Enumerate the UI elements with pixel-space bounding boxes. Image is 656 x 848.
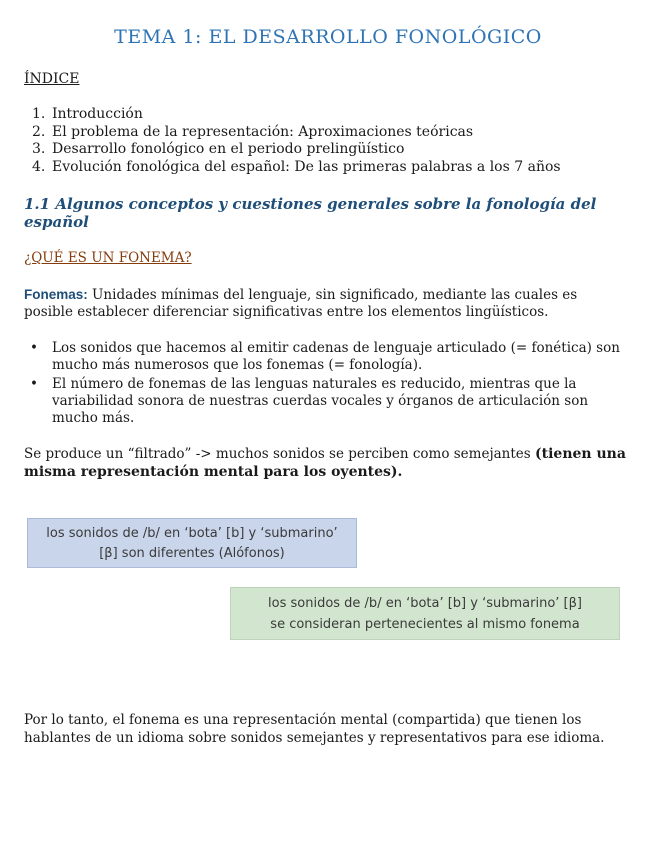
bullet-text: Los sonidos que hacemos al emitir cadenas de lenguaje articulado (= fonética) son mucho más numerosos que los fonemas (= fonología). — [52, 340, 620, 373]
bullet-icon: • — [30, 376, 38, 392]
allophones-line-2: [β] son diferentes (Alófonos) — [99, 546, 285, 561]
index-heading: ÍNDICE — [24, 71, 80, 87]
bullet-icon: • — [30, 340, 38, 356]
question-heading: ¿QUÉ ES UN FONEMA? — [24, 250, 192, 266]
bullet-list — [30, 340, 630, 429]
definition-term: Fonemas: — [24, 287, 88, 302]
toc-text: Evolución fonológica del español: De las primeras palabras a los 7 años — [52, 158, 561, 175]
same-phoneme-line-1: los sonidos de /b/ en ‘bota’ [b] y ‘submarino’ [β] — [268, 596, 582, 611]
toc-item — [32, 159, 561, 177]
toc-number: 1. — [32, 106, 46, 122]
allophones-box — [27, 518, 357, 568]
document-title: TEMA 1: EL DESARROLLO FONOLÓGICO — [114, 26, 542, 48]
table-of-contents — [32, 106, 561, 176]
toc-item — [32, 124, 561, 142]
toc-item — [32, 141, 561, 159]
bullet-text: El número de fonemas de las lenguas naturales es reducido, mientras que la variabilidad sonora de nuestras cuerdas vocales y órganos de articulación son mucho más. — [52, 376, 589, 426]
definition-paragraph — [24, 286, 628, 321]
definition-text: Unidades mínimas del lenguaje, sin significado, mediante las cuales es posible establecer diferenciar significativas entre los elementos lingüísticos. — [24, 287, 578, 320]
filter-end: . — [397, 464, 403, 480]
toc-number: 4. — [32, 158, 46, 175]
list-item — [30, 376, 630, 427]
conclusion-paragraph: Por lo tanto, el fonema es una representación mental (compartida) que tienen los hablantes de un idioma sobre sonidos semejantes y representativos para ese idioma. — [24, 712, 605, 746]
same-phoneme-box — [230, 587, 620, 640]
allophones-line-1: los sonidos de /b/ en ‘bota’ [b] y ‘submarino’ — [46, 526, 338, 541]
toc-number: 3. — [32, 141, 46, 157]
toc-text: Desarrollo fonológico en el periodo prelingüístico — [52, 141, 405, 157]
toc-text: El problema de la representación: Aproximaciones teóricas — [52, 123, 474, 140]
filter-paragraph — [24, 445, 628, 481]
section-heading: 1.1 Algunos conceptos y cuestiones generales sobre la fonología del español — [24, 195, 597, 231]
same-phoneme-line-2: se consideran pertenecientes al mismo fonema — [270, 617, 580, 632]
toc-item — [32, 106, 561, 124]
list-item — [30, 340, 630, 374]
toc-text: Introducción — [52, 106, 143, 122]
filter-text: Se produce un “filtrado” -> muchos sonidos se perciben como semejantes — [24, 446, 536, 462]
filter-bold-text: (tienen una misma representación mental para los oyentes) — [24, 446, 626, 480]
toc-number: 2. — [32, 123, 46, 140]
